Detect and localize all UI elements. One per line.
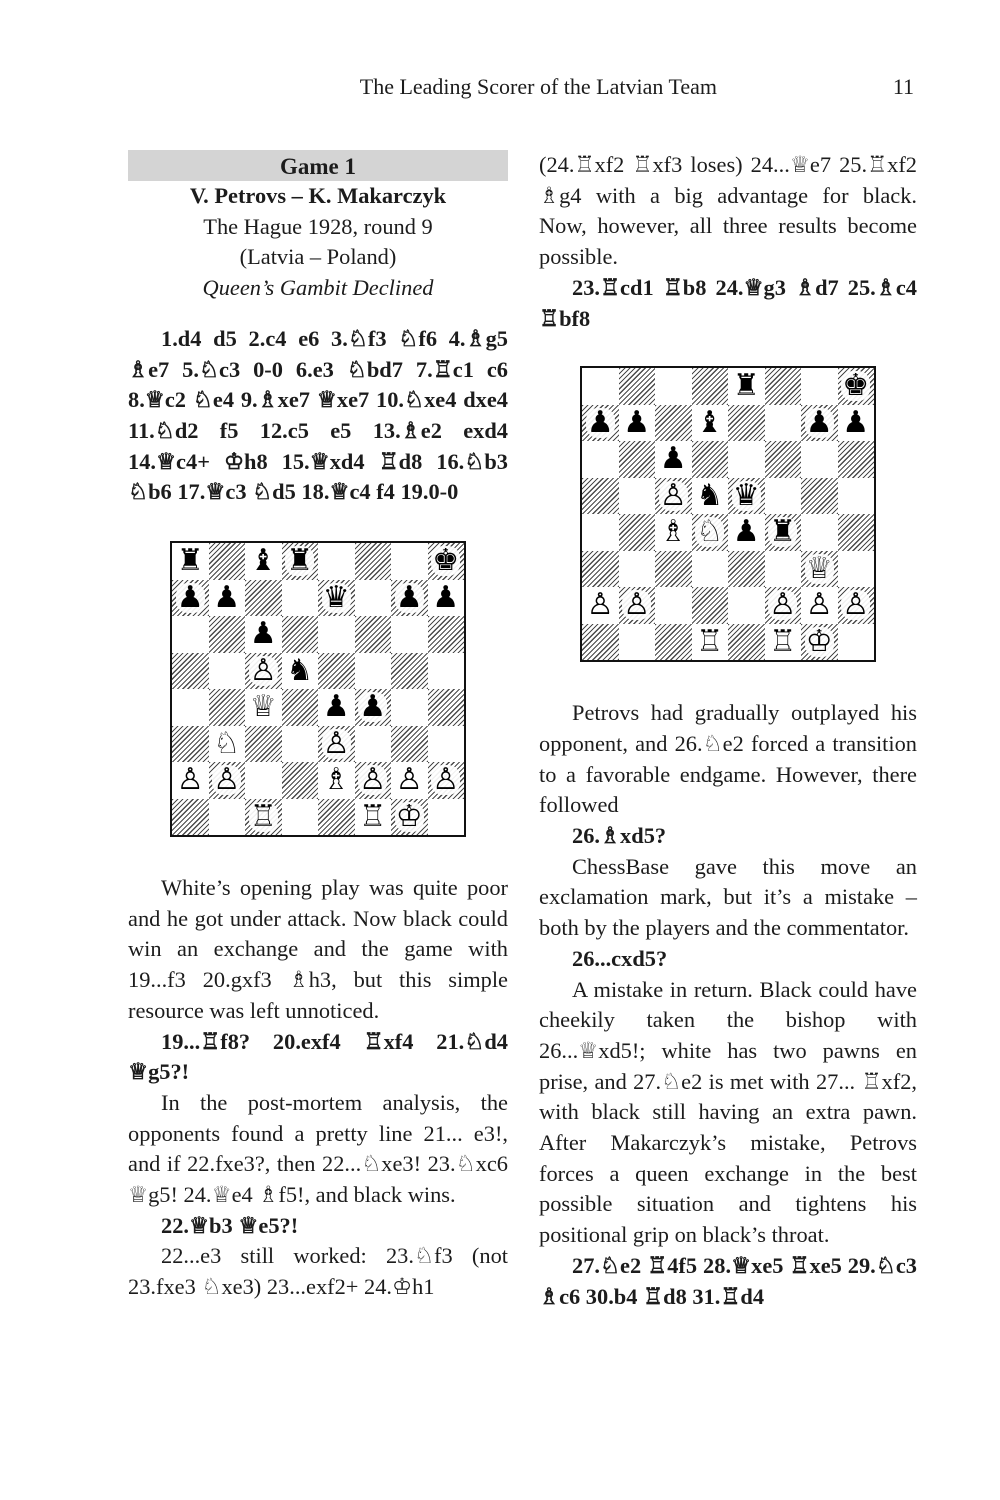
move-sequence: 27.♘e2 ♖4f5 28.♕xe5 ♖xe5 29.♘c3 ♗c6 30.b4 ♖d8 31.♖d4 (539, 1252, 917, 1309)
white-rook-icon: ♖ (359, 798, 387, 834)
players-line: V. Petrovs – K. Makarczyk (189, 183, 447, 208)
board-square (428, 543, 465, 580)
board-square (655, 551, 692, 588)
board-square (619, 587, 656, 624)
board-square (172, 726, 209, 763)
black-king-icon: ♚ (842, 368, 870, 404)
white-queen-icon: ♕ (805, 550, 833, 586)
board-square (765, 478, 802, 515)
white-pawn-icon: ♙ (769, 587, 797, 623)
board-square (765, 624, 802, 661)
board-square (245, 762, 282, 799)
board-square (619, 368, 656, 405)
board-square (619, 478, 656, 515)
board-square (838, 441, 875, 478)
board-square (428, 580, 465, 617)
board-square (619, 514, 656, 551)
white-pawn-icon: ♙ (359, 762, 387, 798)
white-rook-icon: ♖ (696, 623, 724, 659)
white-rook-icon: ♖ (249, 798, 277, 834)
board-square (582, 551, 619, 588)
board-square (355, 653, 392, 690)
board-square (728, 587, 765, 624)
black-pawn-icon: ♟ (213, 579, 241, 615)
white-king-icon: ♔ (395, 798, 423, 834)
board-wrap-2 (539, 366, 917, 662)
board-square (282, 726, 319, 763)
black-queen-icon: ♛ (732, 477, 760, 513)
commentary-paragraph: ChessBase gave this move an exclamation mark, but it’s a mistake – both by the players and the commentator. (539, 853, 917, 941)
board-square (692, 514, 729, 551)
board-square (282, 762, 319, 799)
right-column (539, 150, 917, 1312)
board-square (391, 653, 428, 690)
board-square (838, 478, 875, 515)
opening-name: Queen’s Gambit Declined (202, 275, 434, 301)
board-square (428, 762, 465, 799)
white-rook-icon: ♖ (769, 623, 797, 659)
black-knight-icon: ♞ (286, 652, 314, 688)
board-square (801, 514, 838, 551)
board-square (728, 478, 765, 515)
white-pawn-icon: ♙ (395, 762, 423, 798)
black-queen-icon: ♛ (322, 579, 350, 615)
board-square (765, 514, 802, 551)
board-square (209, 689, 246, 726)
event-line: The Hague 1928, round 9 (203, 213, 433, 239)
board-square (838, 587, 875, 624)
board-square (172, 689, 209, 726)
board-square (391, 762, 428, 799)
commentary-paragraph: White’s opening play was quite poor and he got under attack. Now black could win an exchange and the game with 19...f3 20.gxf3 ♗h3, but this simple resource was left unnoticed. (128, 875, 508, 1023)
commentary-paragraph: (24.♖xf2 ♖xf3 loses) 24...♕e7 25.♖xf2 ♗g4 with a big advantage for black. Now, however, all three results become possible. (539, 152, 917, 270)
board-square (318, 543, 355, 580)
black-pawn-icon: ♟ (659, 441, 687, 477)
board-square (318, 616, 355, 653)
board-square (655, 624, 692, 661)
board-square (838, 514, 875, 551)
black-pawn-icon: ♟ (623, 404, 651, 440)
board-square (172, 799, 209, 836)
board-square (582, 624, 619, 661)
black-pawn-icon: ♟ (176, 579, 204, 615)
board-square (428, 653, 465, 690)
board-square (172, 616, 209, 653)
board-square (355, 726, 392, 763)
board-square (655, 514, 692, 551)
board-square (172, 543, 209, 580)
board-square (209, 580, 246, 617)
board-square (838, 368, 875, 405)
board-square (728, 368, 765, 405)
board-square (355, 616, 392, 653)
chess-diagram-2 (580, 366, 876, 662)
board-square (838, 551, 875, 588)
black-bishop-icon: ♝ (696, 404, 724, 440)
board-square (245, 616, 282, 653)
board-square (728, 624, 765, 661)
board-square (318, 580, 355, 617)
black-pawn-icon: ♟ (395, 579, 423, 615)
move-sequence: 22.♕b3 ♕e5?! (161, 1212, 299, 1238)
board-square (355, 543, 392, 580)
running-title: The Leading Scorer of the Latvian Team (359, 74, 717, 99)
board-square (692, 624, 729, 661)
white-bishop-icon: ♗ (322, 762, 350, 798)
board-square (838, 624, 875, 661)
board-square (245, 726, 282, 763)
board-square (655, 587, 692, 624)
board-square (245, 653, 282, 690)
board-square (172, 653, 209, 690)
board-square (355, 799, 392, 836)
board-square (728, 405, 765, 442)
board-square (209, 726, 246, 763)
white-pawn-icon: ♙ (805, 587, 833, 623)
board-square (172, 762, 209, 799)
black-pawn-icon: ♟ (249, 616, 277, 652)
board-square (582, 587, 619, 624)
board-square (209, 762, 246, 799)
board-square (692, 551, 729, 588)
board-square (282, 616, 319, 653)
left-column (128, 150, 508, 1303)
board-square (209, 653, 246, 690)
board-square (801, 587, 838, 624)
board-square (655, 441, 692, 478)
board-square (428, 799, 465, 836)
board-square (282, 543, 319, 580)
commentary-paragraph: In the post-mortem analysis, the opponents found a pretty line 21... e3!, and if 22.fxe3?, then 22...♘xe3! 23.♘xc6 ♕g5! 24.♕e4 ♗f5!, and black wins. (128, 1089, 508, 1208)
board-square (692, 368, 729, 405)
board-square (209, 799, 246, 836)
board-square (765, 587, 802, 624)
black-rook-icon: ♜ (769, 514, 797, 550)
board-square (801, 624, 838, 661)
black-pawn-icon: ♟ (842, 404, 870, 440)
board-square (318, 799, 355, 836)
black-rook-icon: ♜ (732, 368, 760, 404)
board-square (172, 580, 209, 617)
board-square (391, 799, 428, 836)
board-square (801, 368, 838, 405)
board-square (728, 441, 765, 478)
board-square (355, 689, 392, 726)
board-square (391, 616, 428, 653)
board-square (582, 368, 619, 405)
commentary-paragraph: A mistake in return. Black could have cheekily taken the bishop with 26...♕xd5!; white has two pawns en prise, and 27.♘e2 is met with 27... ♖xf2, with black still having an extra pawn. After Makarczyk’s mistake, Petrovs forces a queen exchange in the best possible situation and tightens his positional grip on black’s throat. (539, 976, 917, 1248)
move-sequence: 26.♗xd5? (572, 823, 667, 849)
board-square (838, 405, 875, 442)
white-pawn-icon: ♙ (659, 477, 687, 513)
board-square (692, 405, 729, 442)
white-knight-icon: ♘ (696, 514, 724, 550)
commentary-paragraph: Petrovs had gradually outplayed his opponent, and 26.♘e2 forced a transition to a favorable endgame. However, there followed (539, 700, 917, 818)
board-square (245, 689, 282, 726)
white-pawn-icon: ♙ (322, 725, 350, 761)
board-square (391, 580, 428, 617)
white-pawn-icon: ♙ (176, 762, 204, 798)
black-rook-icon: ♜ (176, 543, 204, 579)
board-square (282, 653, 319, 690)
board-square (318, 653, 355, 690)
page-number: 11 (892, 74, 914, 99)
black-pawn-icon: ♟ (359, 689, 387, 725)
black-pawn-icon: ♟ (805, 404, 833, 440)
board-square (692, 587, 729, 624)
black-pawn-icon: ♟ (732, 514, 760, 550)
board-square (765, 368, 802, 405)
board-square (245, 580, 282, 617)
white-queen-icon: ♕ (249, 689, 277, 725)
white-knight-icon: ♘ (213, 725, 241, 761)
board-square (318, 762, 355, 799)
move-sequence: 26...cxd5? (572, 945, 668, 971)
board-square (282, 799, 319, 836)
board-square (428, 726, 465, 763)
board-square (801, 551, 838, 588)
board-square (209, 616, 246, 653)
board-square (801, 405, 838, 442)
board-square (209, 543, 246, 580)
match-line: (Latvia – Poland) (239, 244, 397, 270)
board-wrap-1 (128, 541, 508, 837)
board-square (619, 441, 656, 478)
black-pawn-icon: ♟ (586, 404, 614, 440)
board-square (428, 616, 465, 653)
black-pawn-icon: ♟ (432, 579, 460, 615)
white-pawn-icon: ♙ (586, 587, 614, 623)
board-square (391, 726, 428, 763)
white-pawn-icon: ♙ (249, 652, 277, 688)
board-square (582, 441, 619, 478)
board-square (619, 624, 656, 661)
white-pawn-icon: ♙ (623, 587, 651, 623)
chess-diagram-1 (170, 541, 466, 837)
board-square (582, 405, 619, 442)
commentary-paragraph: 22...e3 still worked: 23.♘f3 (not 23.fxe3 ♘xe3) 23...exf2+ 24.♔h1 (128, 1243, 508, 1300)
opening-moves: 1.d4 d5 2.c4 e6 3.♘f3 ♘f6 4.♗g5 ♗e7 5.♘c3 0-0 6.e3 ♘bd7 7.♖c1 c6 8.♕c2 ♘e4 9.♗xe7 ♕xe7 10.♘xe4 dxe4 11.♘d2 f5 12.c5 e5 13.♗e2 exd4 14.♕c4+ ♔h8 15.♕xd4 ♖d8 16.♘b3 ♘b6 17.♕c3 ♘d5 18.♕c4 f4 19.0-0 (128, 325, 508, 505)
board-square (765, 551, 802, 588)
board-square (391, 689, 428, 726)
board-square (245, 543, 282, 580)
game-label: Game 1 (128, 150, 508, 181)
black-pawn-icon: ♟ (322, 689, 350, 725)
board-square (282, 580, 319, 617)
white-bishop-icon: ♗ (659, 514, 687, 550)
black-bishop-icon: ♝ (249, 543, 277, 579)
white-pawn-icon: ♙ (842, 587, 870, 623)
board-square (428, 689, 465, 726)
board-square (728, 514, 765, 551)
white-pawn-icon: ♙ (213, 762, 241, 798)
move-sequence: 19...♖f8? 20.exf4 ♖xf4 21.♘d4 ♕g5?! (128, 1028, 508, 1085)
board-square (765, 405, 802, 442)
white-pawn-icon: ♙ (432, 762, 460, 798)
board-square (282, 689, 319, 726)
board-square (355, 580, 392, 617)
board-square (765, 441, 802, 478)
board-square (655, 405, 692, 442)
board-square (355, 762, 392, 799)
board-square (655, 368, 692, 405)
black-knight-icon: ♞ (696, 477, 724, 513)
page-header (0, 74, 1000, 108)
white-king-icon: ♔ (805, 623, 833, 659)
black-rook-icon: ♜ (286, 543, 314, 579)
board-square (692, 441, 729, 478)
board-square (582, 478, 619, 515)
board-square (619, 405, 656, 442)
board-square (318, 689, 355, 726)
board-square (655, 478, 692, 515)
board-square (391, 543, 428, 580)
board-square (619, 551, 656, 588)
board-square (728, 551, 765, 588)
board-square (801, 441, 838, 478)
board-square (318, 726, 355, 763)
board-square (692, 478, 729, 515)
move-sequence: 23.♖cd1 ♖b8 24.♕g3 ♗d7 25.♗c4 ♖bf8 (539, 274, 917, 331)
board-square (801, 478, 838, 515)
board-square (245, 799, 282, 836)
board-square (582, 514, 619, 551)
black-king-icon: ♚ (432, 543, 460, 579)
